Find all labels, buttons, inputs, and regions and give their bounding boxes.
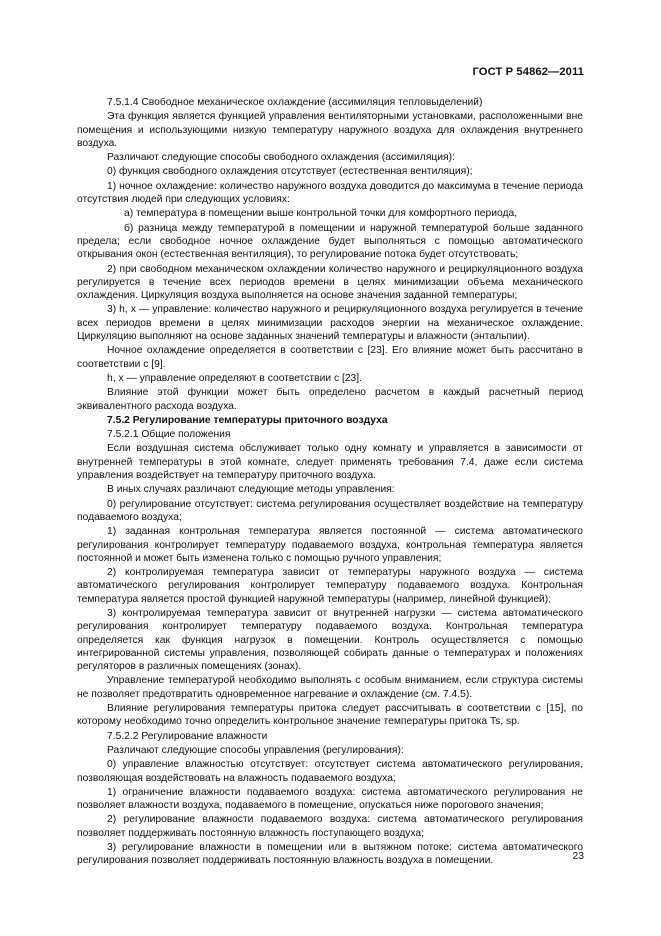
list-item: 0) управление влажностью отсутствует: отсутствует система автоматического регулирования, позволяющая воздействовать на влажность подаваемого воздуха;	[77, 759, 583, 784]
standard-header: ГОСТ Р 54862—2011	[472, 66, 584, 78]
list-item: 3) контролируемая температура зависит от внутренней нагрузки — система автоматического регулирования контролирует температуру подаваемого воздуха. Контрольная температура определяется как функция нагрузок в помещении. Контроль осуществляется с помощью интегрированной системы управления, позволяющей собирать данные о температурах и положениях регуляторов в различных помещениях (зонах).	[77, 607, 583, 673]
paragraph: h, x — управление определяют в соответствии с [23].	[107, 372, 362, 384]
list-item: 0) функция свободного охлаждения отсутствует (естественная вентиляция);	[107, 166, 473, 178]
list-item: 1) заданная контрольная температура является постоянной — система автоматического регулирования контролирует температуру подаваемого воздуха, контрольная температура является постоянной и может быть изменена только с помощью ручного управления;	[77, 526, 583, 564]
paragraph: Различают следующие способы свободного охлаждения (ассимиляция):	[107, 152, 455, 164]
paragraph: Различают следующие способы управления (регулирования):	[107, 744, 404, 756]
list-item: 2) контролируемая температура зависит от температуры наружного воздуха — система автоматического регулирования контролирует температуру подаваемого воздуха. Контрольная температура является простой функцией наружной температуры (например, линейной функцией);	[77, 567, 583, 605]
section-heading: 7.5.2 Регулирование температуры приточного воздуха	[107, 414, 388, 426]
list-item: 3) регулирование влажности в помещении или в вытяжном потоке: система автоматического регулирования позволяет поддерживать постоянную влажность воздуха в помещении.	[77, 842, 583, 867]
paragraph: Влияние регулирования температуры притока следует рассчитывать в соответствии с [15], по которому необходимо точно определить контрольное значение температуры притока Ts, sp.	[77, 703, 583, 728]
paragraph: В иных случаях различают следующие методы управления:	[107, 484, 395, 496]
list-item: 1) ночное охлаждение: количество наружного воздуха доводится до максимума в течение периода отсутствия людей при следующих условиях:	[77, 180, 583, 206]
list-item: 2) при свободном механическом охлаждении количество наружного и рециркуляционного воздуха регулируется в течение всех периодов времени в целях минимизации объема механического охлаждения. Циркуляция воздуха выполняется на основе значения заданной температуры;	[77, 263, 583, 302]
subsection-heading: 7.5.2.2 Регулирование влажности	[107, 730, 268, 742]
list-item: 0) регулирование отсутствует: система регулирования осуществляет воздействие на температуру подаваемого воздуха;	[77, 498, 583, 523]
page-number: 23	[572, 851, 584, 862]
paragraph: Если воздушная система обслуживает только одну комнату и управляется в зависимости от внутренней температуры в этой комнате, следует применять требования 7.4, даже если система управления воздействует на температуру приточного воздуха.	[77, 443, 583, 482]
sub-list-item: а) температура в помещении выше контрольной точки для комфортного периода,	[124, 208, 518, 220]
document-body	[77, 96, 583, 869]
paragraph: Управление температурой необходимо выполнять с особым вниманием, если структура системы не позволяет предотвратить одновременное нагревание и охлаждение (см. 7.4.5).	[77, 675, 583, 700]
subsection-heading: 7.5.2.1 Общие положения	[107, 429, 231, 441]
list-item: 1) ограничение влажности подаваемого воздуха: система автоматического регулирования не позволяет влажности воздуха, подаваемого в помещение, опускаться ниже порогового значения;	[77, 786, 583, 812]
paragraph: Ночное охлаждение определяется в соответствии с [23]. Его влияние может быть рассчитано в соответствии с [9].	[77, 345, 583, 370]
paragraph: 7.5.1.4 Свободное механическое охлаждение (ассимиляция тепловыделений)	[107, 97, 483, 108]
paragraph: Влияние этой функции может быть определено расчетом в каждый расчетный период эквивалентного расхода воздуха.	[77, 387, 583, 412]
list-item: 3) h, x — управление: количество наружного и рециркуляционного воздуха регулируется в течение всех периодов времени в целях минимизации расходов энергии на механическое охлаждение. Циркуляцию выполняют на основе заданных значений температуры и влажности (энтальпии).	[77, 304, 583, 343]
sub-list-item: б) разница между температурой в помещении и наружной температурой больше заданного предела; если свободное ночное охлаждение будет выполняться с помощью автоматического открывания окон (естественная вентиляция), то регулирование потока будет отсутствовать;	[77, 222, 583, 261]
list-item: 2) регулирование влажности подаваемого воздуха: система автоматического регулирования позволяет поддерживать постоянную влажность поступающего воздуха;	[77, 814, 583, 839]
paragraph: Эта функция является функцией управления вентиляторными установками, расположенными вне помещения и использующими низкую температуру наружного воздуха для охлаждения внутреннего воздуха.	[77, 111, 583, 149]
